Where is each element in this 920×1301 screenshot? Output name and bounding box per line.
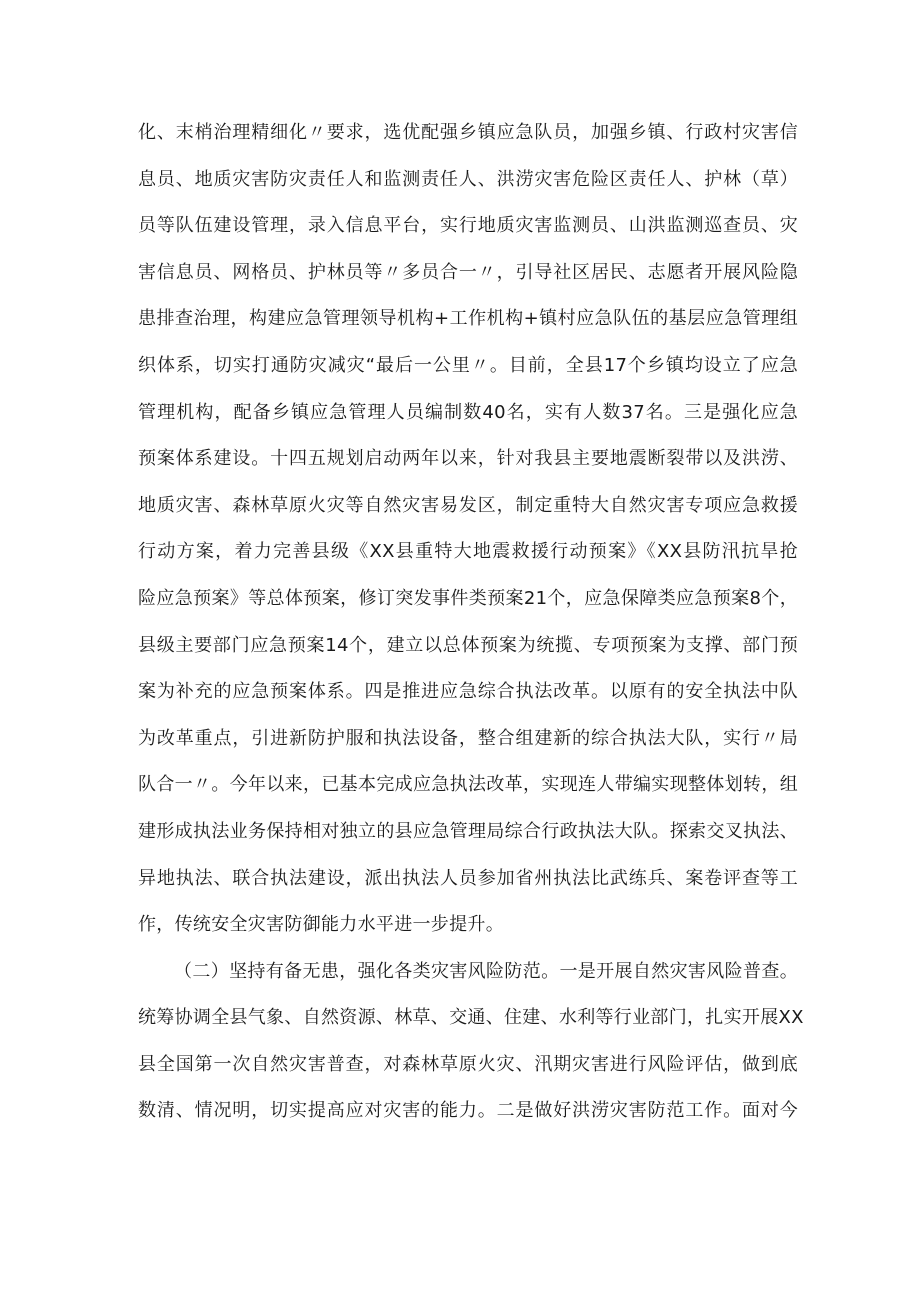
body-text — [138, 110, 804, 1135]
text-line: 统筹协调全县气象、自然资源、林草、交通、住建、水利等行业部门，扎实开展XX — [138, 1007, 804, 1029]
text-line: 为改革重点，引进新防护服和执法设备，整合组建新的综合执法大队，实行〃局 — [138, 727, 798, 749]
text-line: 县级主要部门应急预案14个，建立以总体预案为统揽、专项预案为支撑、部门预 — [138, 634, 798, 656]
text-line: 害信息员、网格员、护林员等〃多员合一〃，引导社区居民、志愿者开展风险隐 — [138, 261, 798, 283]
text-line: 预案体系建设。十四五规划启动两年以来，针对我县主要地震断裂带以及洪涝、 — [138, 448, 798, 470]
text-line: 员等队伍建设管理，录入信息平台，实行地质灾害监测员、山洪监测巡查员、灾 — [138, 215, 798, 237]
text-line: 建形成执法业务保持相对独立的县应急管理局综合行政执法大队。探索交叉执法、 — [138, 820, 798, 842]
text-line: 织体系，切实打通防灾减灾“最后一公里〃。目前，全县17个乡镇均设立了应急 — [138, 354, 798, 376]
text-line: 管理机构，配备乡镇应急管理人员编制数40名，实有人数37名。三是强化应急 — [138, 401, 798, 423]
paragraph-first-line: （二）坚持有备无患，强化各类灾害风险防范。一是开展自然灾害风险普查。 — [174, 960, 798, 982]
text-line: 数清、情况明，切实提高应对灾害的能力。二是做好洪涝灾害防范工作。面对今 — [138, 1100, 798, 1122]
text-line: 作，传统安全灾害防御能力水平进一步提升。 — [138, 914, 504, 936]
text-line: 县全国第一次自然灾害普查，对森林草原火灾、汛期灾害进行风险评估，做到底 — [138, 1053, 798, 1075]
text-line: 化、末梢治理精细化〃要求，选优配强乡镇应急队员，加强乡镇、行政村灾害信 — [138, 122, 798, 143]
text-line: 险应急预案》等总体预案，修订突发事件类预案21个，应急保障类应急预案8个， — [138, 587, 798, 609]
text-line: 地质灾害、森林草原火灾等自然灾害易发区，制定重特大自然灾害专项应急救援 — [138, 494, 798, 516]
text-line: 行动方案，着力完善县级《XX县重特大地震救援行动预案》《XX县防汛抗旱抢 — [138, 541, 798, 563]
text-line: 队合一〃。今年以来，已基本完成应急执法改革，实现连人带编实现整体划转，组 — [138, 774, 798, 796]
text-line: 息员、地质灾害防灾责任人和监测责任人、洪涝灾害危险区责任人、护林（草） — [138, 168, 798, 190]
text-line: 异地执法、联合执法建设，派出执法人员参加省州执法比武练兵、案卷评查等工 — [138, 867, 798, 889]
text-line: 案为补充的应急预案体系。四是推进应急综合执法改革。以原有的安全执法中队 — [138, 681, 798, 703]
text-line: 患排查治理，构建应急管理领导机构+工作机构+镇村应急队伍的基层应急管理组 — [138, 308, 798, 330]
